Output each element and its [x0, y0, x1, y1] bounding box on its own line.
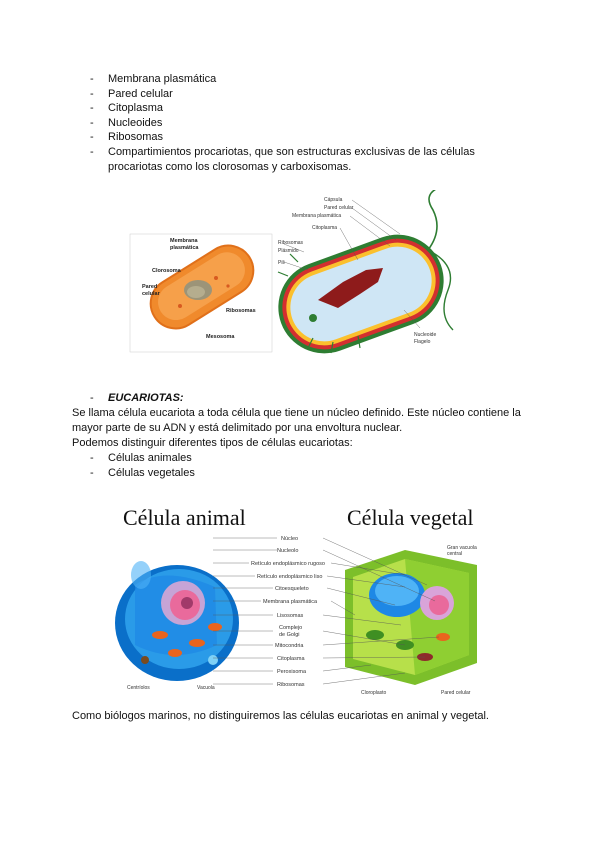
animal-cell-illustration — [115, 561, 239, 681]
list-dash: - — [90, 102, 94, 114]
list-dash: - — [90, 146, 94, 158]
list-item: Pared celular — [108, 88, 173, 100]
label-nucleoide: Nucleoide — [414, 332, 437, 338]
paragraph-line: Podemos distinguir diferentes tipos de células eucariotas: — [72, 437, 353, 449]
label-celular: celular — [142, 291, 160, 297]
label-central: central — [447, 551, 463, 557]
label-plasmido: Plásmido — [278, 248, 299, 254]
label-de-golgi: de Golgi — [279, 632, 300, 638]
label-complejo: Complejo — [279, 625, 303, 631]
title-plant-cell: Célula vegetal — [347, 505, 474, 530]
list-item: Nucleoides — [108, 117, 163, 129]
list-dash: - — [90, 467, 94, 479]
label-cloroplasto: Cloroplasto — [361, 690, 387, 696]
label-ribosomas-right: Ribosomas — [278, 240, 304, 246]
list-item: Células animales — [108, 452, 192, 464]
label-pili: Pili — [278, 260, 285, 266]
label-nucleolo: Nucleolo — [277, 548, 299, 554]
label-flagelo: Flagelo — [414, 339, 431, 345]
paragraph-line: mayor parte de su ADN y está delimitado por una envoltura nuclear. — [72, 422, 403, 434]
label-mesosoma: Mesosoma — [206, 334, 235, 340]
label-clorosoma: Clorosoma — [152, 268, 181, 274]
label-gran-vacuola: Gran vacuola — [447, 545, 477, 551]
label-rer: Retículo endoplásmico rugoso — [251, 561, 325, 567]
list-item: Citoplasma — [108, 102, 164, 114]
label-capsula: Cápsula — [324, 197, 343, 203]
label-lisosomas: Lisosomas — [277, 613, 304, 619]
heading-dash: - — [90, 392, 94, 404]
label-citoesqueleto: Citoesqueleto — [275, 586, 309, 592]
list-item: Ribosomas — [108, 131, 164, 143]
label-centriolos: Centríolos — [127, 685, 150, 691]
label-nucleo: Núcleo — [281, 536, 299, 542]
list-item: Membrana plasmática — [108, 73, 217, 85]
label-membrana-plasmatica: Membrana plasmática — [292, 213, 342, 219]
list-item: Compartimientos procariotas, que son estructuras exclusivas de las células — [108, 146, 475, 158]
label-pared-celular: Pared celular — [324, 205, 354, 211]
prokaryote-figure — [128, 190, 458, 365]
list-dash: - — [90, 88, 94, 100]
label-citoplasma: Citoplasma — [312, 225, 338, 231]
label-pared-celular: Pared celular — [441, 690, 471, 696]
plant-cell-illustration — [345, 550, 477, 685]
list-item-continuation: procariotas como los clorosomas y carboxisomas. — [108, 161, 352, 173]
label-mitocondria: Mitocondria — [275, 643, 304, 649]
paragraph-line: Se llama célula eucariota a toda célula que tiene un núcleo definido. Este núcleo contiene la — [72, 407, 521, 419]
label-rel: Retículo endoplásmico liso — [257, 574, 323, 580]
eukaryote-figure — [105, 495, 510, 703]
label-membrana: Membrana — [170, 238, 198, 244]
label-membrana-plasmatica: Membrana plasmática — [263, 599, 318, 605]
list-dash: - — [90, 452, 94, 464]
list-dash: - — [90, 117, 94, 129]
label-plasmatica: plasmática — [170, 245, 199, 251]
label-citoplasma: Citoplasma — [277, 656, 305, 662]
label-ribosomas: Ribosomas — [277, 682, 305, 688]
list-item: Células vegetales — [108, 467, 195, 479]
title-animal-cell: Célula animal — [123, 505, 246, 530]
section-heading: EUCARIOTAS: — [108, 392, 184, 404]
list-dash: - — [90, 131, 94, 143]
label-ribosomas-left: Ribosomas — [226, 308, 256, 314]
label-vacuola: Vacuola — [197, 685, 215, 691]
label-pared: Pared — [142, 284, 158, 290]
closing-sentence: Como biólogos marinos, no distinguiremos las células eucariotas en animal y vegetal. — [72, 710, 489, 722]
label-peroxisoma: Peroxisoma — [277, 669, 307, 675]
list-dash: - — [90, 73, 94, 85]
